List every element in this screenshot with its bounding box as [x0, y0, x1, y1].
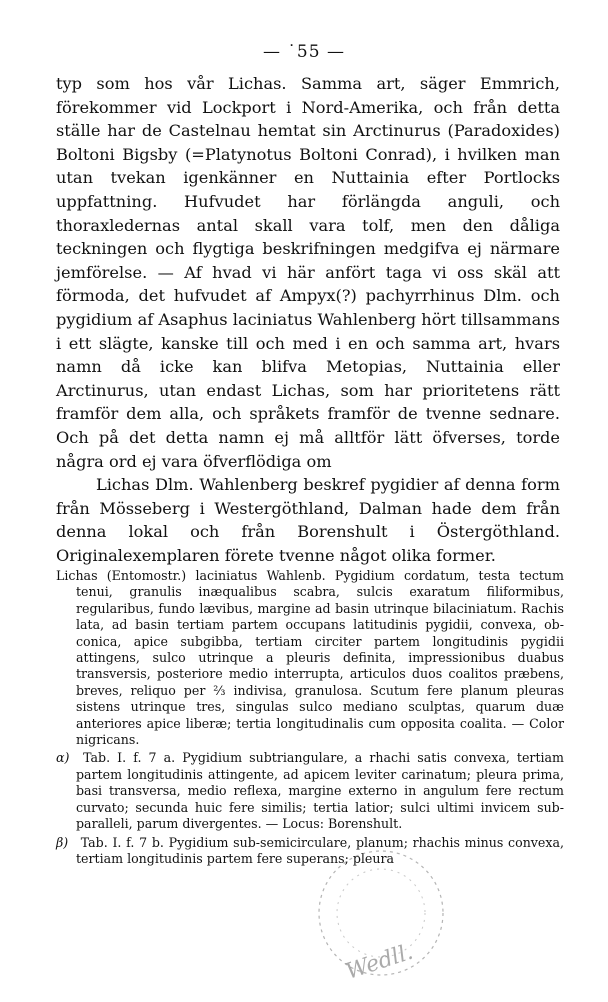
page-number: — ˙55 —: [263, 42, 345, 62]
library-stamp: [306, 838, 456, 988]
variant-label: β): [56, 834, 69, 850]
main-text: [56, 72, 560, 567]
species-entry-text: Lichas (Entomostr.) laciniatus Wahlenb. Pygidium cordatum, testa tectum tenui, granulis inæqualibus scabra, sulcis exaratum filiformibus, regularibus, fundo lævibus, margine ad basin utrinque bilaciniatum. Rachis lata, ad basin tertiam partem occupans latitudinis pygidii, convexa, ob-conica, apice subgibba, tertiam circiter partem longitudinis pygidii attingens, sulco utrinque a pleuris definita, impressionibus duabus transversis, posteriore medio interrupta, articulos duos coalitos præbens, breves, reliquo per ⅔ indivisa, granulosa. Scutum fere planum pleuras sistens utrinque tres, singulas sulco mediano sculptas, quarum duæ anteriores apice liberæ; tertia longitudinalis cum opposita coalita. — Color nigricans.: [56, 568, 564, 748]
variant-text: Tab. I. f. 7 b. Pygidium sub-semicirculare, planum; rhachis minus convexa, tertiam longitudinis partem fere superans; pleura: [76, 834, 564, 866]
species-description: [56, 568, 564, 867]
stamp-text: Wedll.: [342, 939, 417, 985]
paragraph: Lichas Dlm. Wahlenberg beskref pygidier af denna form från Mösseberg i Westergöthland, Dalman hade dem från denna lokal och från Borenshult i Östergöthland. Originalexemplaren förete tvenne något olika former.: [56, 475, 560, 565]
variant-alpha: [56, 750, 564, 832]
stamp-inner-ring: [337, 869, 425, 957]
variant-label: α): [56, 750, 70, 766]
variant-text: Tab. I. f. 7 a. Pygidium subtriangulare, a rhachi satis convexa, tertiam partem longitudinis attingente, ad apicem leviter carinatum; pleura prima, basi transversa, medio reflexa, margine externo in angulum fere rectum curvato; secunda huic fere similis; tertia latior; sulci ultimi invicem sub-paralleli, parum divergentes. — Locus: Borenshult.: [76, 750, 564, 832]
paragraph: typ som hos vår Lichas. Samma art, säger Emmrich, förekommer vid Lockport i Nord-Amerika, och från detta ställe har de Castelnau hemtat sin Arctinurus (Paradoxides) Boltoni Bigsby (=Platynotus Boltoni Conrad), i hvilken man utan tvekan igenkänner en Nuttainia efter Portlocks uppfattning. Hufvudet har förlängda anguli, och thoraxledernas antal skall vara tolf, men den dåliga teckningen och flygtiga beskrifningen medgifva ej närmare jemförelse. — Af hvad vi här anfört taga vi oss skäl att förmoda, det hufvudet af Ampyx(?) pachyrrhinus Dlm. och pygidium af Asaphus laciniatus Wahlenberg hört tillsammans i ett slägte, kanske till och med i en och samma art, hvars namn då icke kan blifva Metopias, Nuttainia eller Arctinurus, utan endast Lichas, som har prioritetens rätt framför dem alla, och språkets framför de tvenne sednare. Och på det detta namn ej må alltför lätt öfverses, torde några ord ej vara öfverflödiga om: [56, 74, 560, 471]
species-entry: [56, 568, 564, 748]
